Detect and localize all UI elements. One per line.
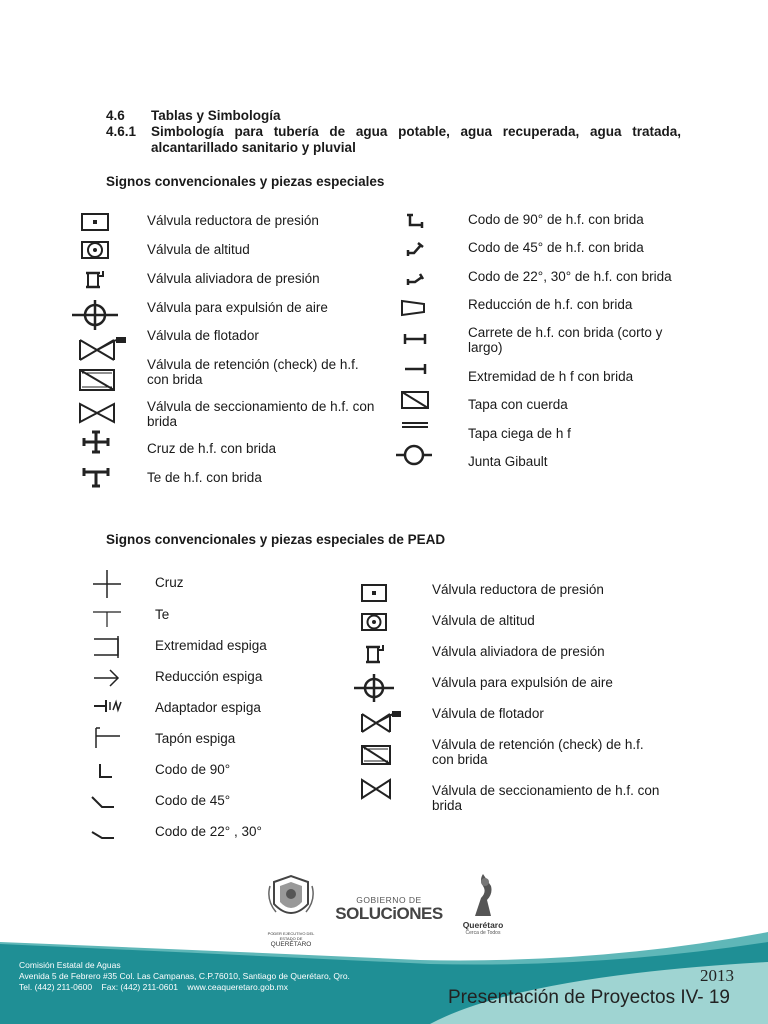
pead-elbow-22-30-icon [90,826,116,842]
elbow-22-30-icon [404,270,426,288]
symbol-label: Reducción de h.f. con brida [468,297,633,312]
pead-elbow-90-icon [96,762,116,780]
table2-heading: Signos convencionales y piezas especiales de PEAD [106,532,446,547]
tee-fitting-icon [82,466,110,488]
section-number: 4.6 [106,108,125,123]
footer-org: Comisión Estatal de Aguas [19,960,121,970]
symbol-label: Válvula de altitud [147,242,250,257]
footer-year: 2013 [700,966,734,985]
valve-relief-icon [84,268,108,290]
gov-line2: SOLUCiONES [335,904,443,923]
pead-cross-icon [92,569,122,599]
symbol-label: Válvula de altitud [432,613,535,628]
valve-air-release-icon [354,674,394,702]
subsection-number: 4.6.1 [106,124,137,139]
symbol-label: Extremidad de h f con brida [468,369,634,384]
symbol-label: Codo de 22° , 30° [155,824,262,839]
valve-relief-icon [364,642,388,666]
footer-title: Presentación de Proyectos IV- 19 [448,987,730,1008]
gibault-joint-icon [396,442,432,468]
pead-reducer-icon [92,668,122,688]
symbol-label: Carrete de h.f. con brida (corto y largo) [468,325,663,355]
symbol-label: Te [155,607,170,622]
symbol-label: Tapa ciega de h f [468,426,571,441]
elbow-45-icon [404,241,426,259]
symbol-label: Válvula reductora de presión [432,582,604,597]
valve-gate-icon [78,402,116,424]
symbol-label: Válvula de retención (check) de h.f. con brida [432,737,644,767]
symbol-label: Cruz de h.f. con brida [147,441,277,456]
symbol-label: Válvula para expulsión de aire [432,675,613,690]
symbol-label: Codo de 90° [155,762,231,777]
blind-cap-icon [400,420,430,430]
symbol-label: Te de h.f. con brida [147,470,262,485]
reducer-icon [400,298,428,318]
symbol-label: Válvula de flotador [432,706,544,721]
symbol-label: Válvula para expulsión de aire [147,300,328,315]
symbol-label: Válvula de flotador [147,328,259,343]
seal-caption-small: PODER EJECUTIVO DEL ESTADO DE [267,931,315,941]
symbol-label: Válvula reductora de presión [147,213,319,228]
threaded-cap-icon [400,390,430,410]
symbol-label: Codo de 45° [155,793,231,808]
subsection-title-line1: Simbología para tubería de agua potable, agua recuperada, agua tratada, [151,124,681,139]
symbol-label: Adaptador espiga [155,700,261,715]
symbol-label: Reducción espiga [155,669,263,684]
symbol-label: Junta Gibault [468,454,548,469]
valve-check-icon [360,744,392,766]
symbol-label: Válvula aliviadora de presión [147,271,320,286]
symbol-label: Tapón espiga [155,731,236,746]
valve-pressure-reducing-icon [80,212,110,232]
pead-tee-icon [92,608,122,628]
symbol-label: Válvula aliviadora de presión [432,644,605,659]
pead-plug-icon [92,726,122,750]
qro-tag: Cerca de Todos [465,930,501,936]
valve-check-icon [78,368,116,392]
qro-name: Querétaro [462,920,504,930]
footer-contact: Tel. (442) 211-0600 Fax: (442) 211-0601 www.ceaqueretaro.gob.mx [19,982,288,992]
valve-gate-icon [360,778,392,800]
elbow-90-icon [404,213,426,231]
subsection-title-line2: alcantarillado sanitario y pluvial [151,140,356,155]
valve-float-icon [78,334,128,362]
symbol-label: Cruz [155,575,184,590]
gov-line1: GOBIERNO DE [356,895,422,905]
valve-air-release-icon [72,300,118,330]
symbol-label: Válvula de retención (check) de h.f. con brida [147,357,359,387]
seal-caption: QUERÉTARO [270,941,312,948]
symbol-label: Válvula de seccionamiento de h.f. con brida [432,783,660,813]
symbol-label: Codo de 90° de h.f. con brida [468,212,644,227]
symbol-label: Codo de 22°, 30° de h.f. con brida [468,269,672,284]
pead-adapter-icon [92,698,124,714]
symbol-label: Codo de 45° de h.f. con brida [468,240,644,255]
symbol-label: Extremidad espiga [155,638,267,653]
pead-spigot-end-icon [92,636,122,658]
section-title: Tablas y Simbología [151,108,281,123]
footer-address: Avenida 5 de Febrero #35 Col. Las Campanas, C.P.76010, Santiago de Querétaro, Qro. [19,971,350,981]
flanged-end-icon [402,362,428,376]
pead-elbow-45-icon [90,794,116,810]
valve-float-icon [360,708,404,734]
gobierno-logo [334,895,444,923]
valve-altitude-icon [360,612,388,632]
spool-icon [402,332,428,346]
symbol-label: Válvula de seccionamiento de h.f. con brida [147,399,375,429]
table1-heading: Signos convencionales y piezas especiales [106,174,385,189]
cross-fitting-icon [82,430,110,454]
valve-altitude-icon [80,240,110,260]
valve-pressure-reducing-icon [360,583,388,603]
symbol-label: Tapa con cuerda [468,397,568,412]
